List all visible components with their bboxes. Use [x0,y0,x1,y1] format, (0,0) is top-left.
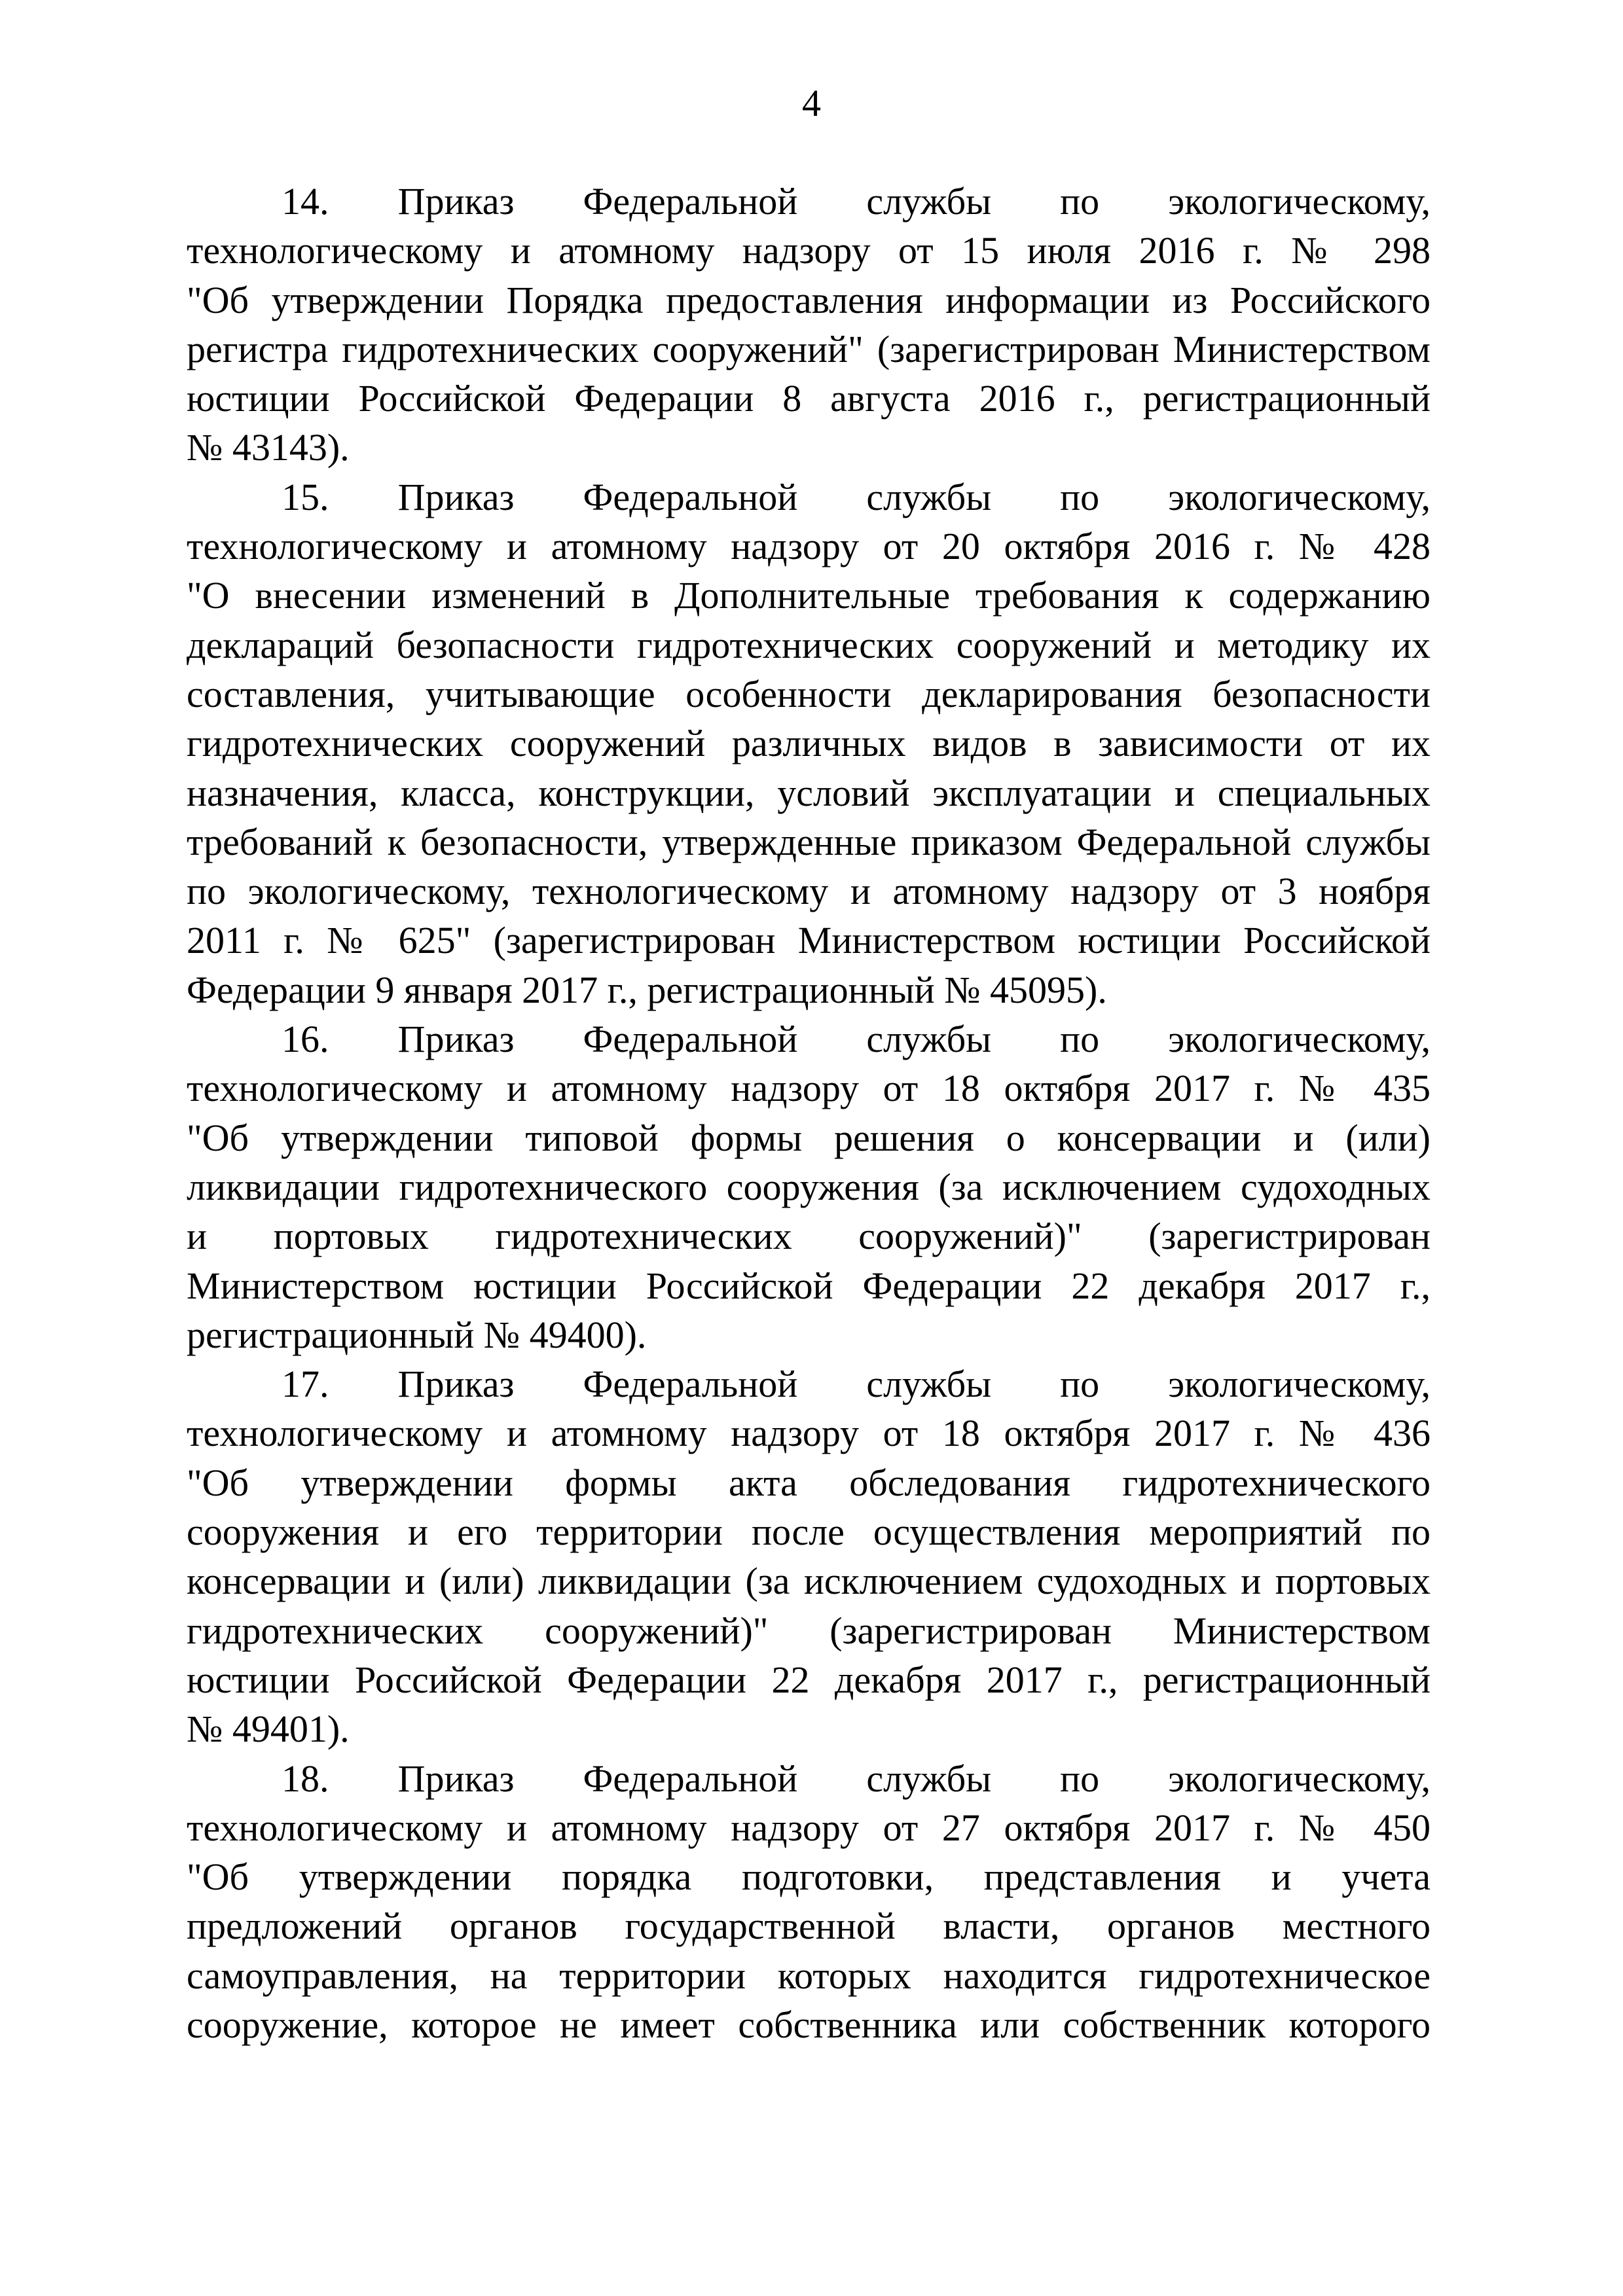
paragraph-start-line: 16. Приказ Федеральной службы по экологическому, [282,1018,1431,1061]
paragraph-start-line: 17. Приказ Федеральной службы по экологическому, [282,1363,1431,1406]
text-line: 2011 г. № 625" (зарегистрирован Министерством юстиции Российской [187,919,1431,962]
text-line: Министерством юстиции Российской Федерации 22 декабря 2017 г., [187,1264,1431,1307]
text-line: "Об утверждении типовой формы решения о консервации и (или) [187,1116,1431,1159]
text-line: № 49401). [187,1708,350,1751]
text-line: сооружения и его территории после осуществления мероприятий по [187,1511,1431,1554]
document-body [187,177,1431,2049]
text-line: гидротехнических сооружений)" (зарегистрирован Министерством [187,1609,1431,1652]
text-line: "Об утверждении Порядка предоставления информации из Российского [187,278,1431,321]
text-line: технологическому и атомному надзору от 20 октября 2016 г. № 428 [187,525,1431,568]
text-line: предложений органов государственной власти, органов местного [187,1905,1431,1948]
text-line: технологическому и атомному надзору от 18 октября 2017 г. № 435 [187,1067,1431,1110]
text-line: консервации и (или) ликвидации (за исключением судоходных и портовых [187,1560,1431,1603]
text-line: ликвидации гидротехнического сооружения (за исключением судоходных [187,1165,1431,1208]
text-line: технологическому и атомному надзору от 27 октября 2017 г. № 450 [187,1806,1431,1849]
paragraph-start-line: 14. Приказ Федеральной службы по экологическому, [282,180,1431,223]
text-line: по экологическому, технологическому и атомному надзору от 3 ноября [187,870,1431,913]
text-line: № 43143). [187,426,350,469]
text-line: гидротехнических сооружений различных видов в зависимости от их [187,722,1431,765]
text-line: требований к безопасности, утвержденные приказом Федеральной службы [187,820,1431,863]
text-line: составления, учитывающие особенности декларирования безопасности [187,672,1431,715]
text-line: регистра гидротехнических сооружений" (зарегистрирован Министерством [187,327,1431,370]
text-line: "Об утверждении порядка подготовки, представления и учета [187,1856,1431,1899]
text-line: "О внесении изменений в Дополнительные требования к содержанию [187,574,1431,617]
text-line: деклараций безопасности гидротехнических сооружений и методику их [187,623,1431,666]
text-line: самоуправления, на территории которых находится гидротехническое [187,1954,1431,1997]
text-line: сооружение, которое не имеет собственника или собственник которого [187,2003,1431,2046]
text-line: назначения, класса, конструкции, условий эксплуатации и специальных [187,771,1431,814]
paragraph-start-line: 18. Приказ Федеральной службы по экологическому, [282,1757,1431,1800]
text-line: и портовых гидротехнических сооружений)" (зарегистрирован [187,1215,1431,1258]
paragraph-start-line: 15. Приказ Федеральной службы по экологическому, [282,475,1431,518]
text-line: технологическому и атомному надзору от 15 июля 2016 г. № 298 [187,229,1431,272]
text-line: юстиции Российской Федерации 22 декабря 2017 г., регистрационный [187,1658,1431,1701]
text-line: Федерации 9 января 2017 г., регистрационный № 45095). [187,968,1107,1011]
text-line: регистрационный № 49400). [187,1313,647,1356]
text-line: "Об утверждении формы акта обследования гидротехнического [187,1461,1431,1504]
text-line: юстиции Российской Федерации 8 августа 2016 г., регистрационный [187,377,1431,420]
text-line: технологическому и атомному надзору от 18 октября 2017 г. № 436 [187,1412,1431,1455]
page-number: 4 [802,82,821,124]
